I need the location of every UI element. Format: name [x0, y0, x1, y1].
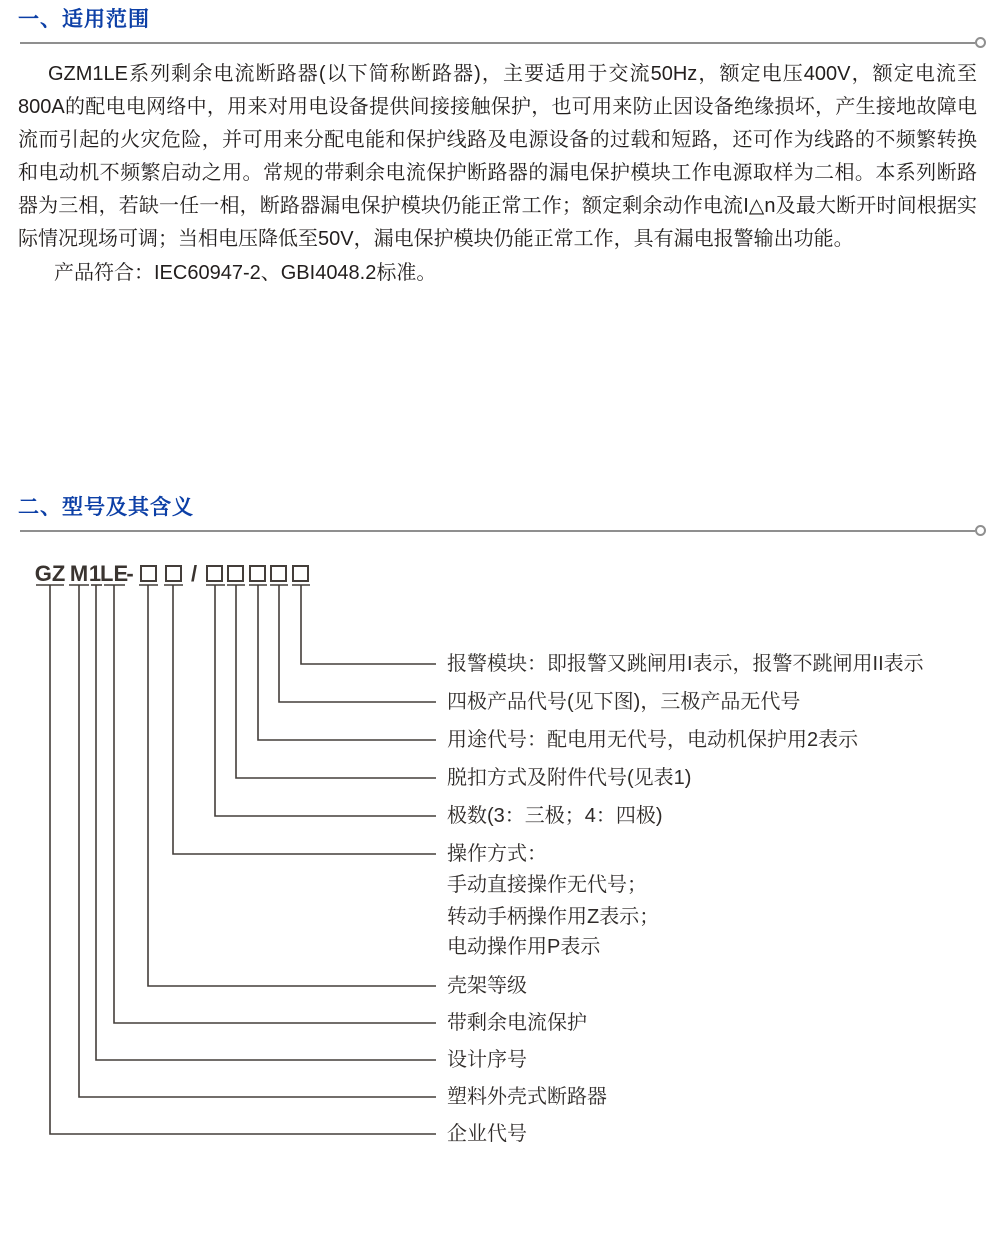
- label-operation-rotary: 转动手柄操作用Z表示；: [447, 906, 660, 928]
- label-four-pole-code: 四极产品代号(见下图)，三极产品无代号: [447, 691, 801, 713]
- rule-end-circle-icon: [975, 37, 986, 48]
- rule-end-circle-icon: [975, 525, 986, 536]
- label-residual-protection: 带剩余电流保护: [447, 1012, 587, 1034]
- label-usage-code: 用途代号：配电用无代号，电动机保护用2表示: [447, 729, 859, 751]
- section-model-title: 二、型号及其含义: [18, 496, 194, 519]
- section-scope-title: 一、适用范围: [18, 8, 150, 31]
- section-scope-rule: [20, 42, 975, 44]
- label-design-serial: 设计序号: [447, 1049, 527, 1071]
- label-alarm-module: 报警模块：即报警又跳闸用I表示，报警不跳闸用II表示: [447, 653, 924, 675]
- model-segment-breaker-type: M: [69, 561, 89, 586]
- label-poles: 极数(3：三极；4：四极): [447, 805, 663, 827]
- scope-paragraph: GZM1LE系列剩余电流断路器(以下简称断路器)，主要适用于交流50Hz，额定电压400V，额定电流至800A的配电电网络中，用来对用电设备提供间接接触保护，也可用来防止因设备绝缘损坏，产生接地故障电流而引起的火灾危险，并可用来分配电能和保护线路及电源设备的过载和短路，还可作为线路的不频繁转换和电动机不频繁启动之用。常规的带剩余电流保护断路器的漏电保护模块工作电源取样为二相。本系列断路器为三相，若缺一任一相，断路器漏电保护模块仍能正常工作；额定剩余动作电流I△n及最大断开时间根据实际情况现场可调；当相电压降低至50V，漏电保护模块仍能正常工作，具有漏电报警输出功能。: [18, 63, 977, 250]
- label-operation-mode: 操作方式：: [447, 843, 547, 865]
- label-operation-motor: 电动操作用P表示: [447, 936, 601, 958]
- section-model-rule: [20, 530, 975, 532]
- scope-standards-line: 产品符合：IEC60947-2、GBI4048.2标准。: [54, 262, 437, 284]
- model-segment-design-serial: 1: [88, 561, 102, 586]
- model-segment-company: GZ: [34, 561, 66, 586]
- model-segment-slash: /: [190, 561, 198, 586]
- model-segment-residual: LE: [100, 561, 129, 586]
- label-mccb: 塑料外壳式断路器: [447, 1086, 607, 1108]
- label-trip-mode: 脱扣方式及附件代号(见表1): [447, 767, 692, 789]
- label-company-code: 企业代号: [447, 1123, 527, 1145]
- label-operation-manual: 手动直接操作无代号；: [447, 874, 647, 896]
- label-frame-level: 壳架等级: [447, 975, 527, 997]
- model-code-diagram: [0, 555, 1000, 1249]
- model-segment-dash: -: [126, 561, 134, 586]
